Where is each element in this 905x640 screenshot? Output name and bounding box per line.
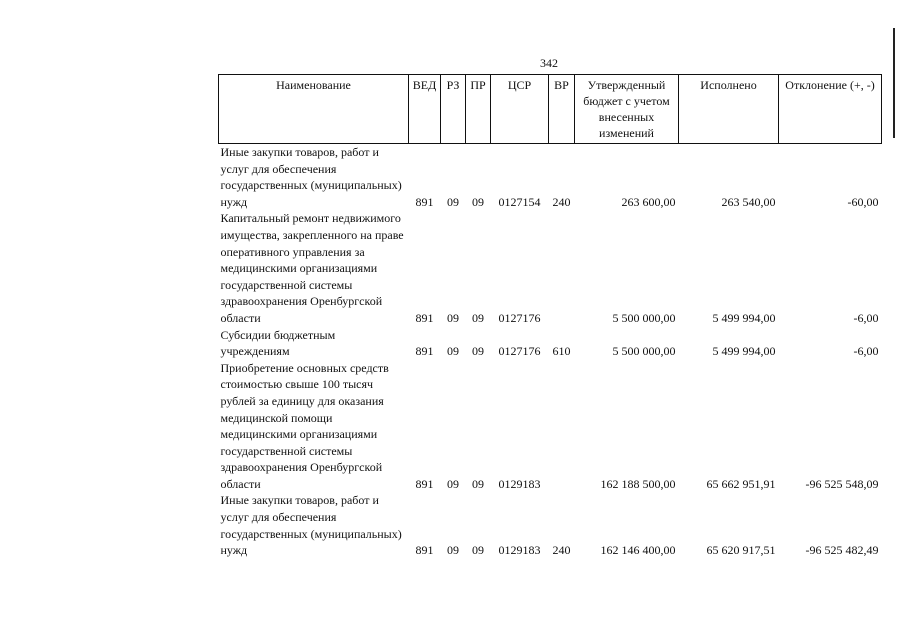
row-ved: 891: [415, 310, 434, 325]
row-executed: 65 620 917,51: [706, 543, 776, 558]
row-approved: 5 500 000,00: [612, 344, 676, 359]
row-ved: 891: [415, 194, 434, 209]
row-approved: 162 146 400,00: [600, 543, 676, 558]
header-pr: ПР: [466, 75, 491, 144]
row-executed: 263 540,00: [721, 194, 776, 209]
row-approved: 162 188 500,00: [600, 476, 676, 491]
header-rz: РЗ: [441, 75, 466, 144]
table-row: [219, 210, 882, 326]
row-vr: 610: [552, 344, 571, 359]
row-vr: 240: [552, 194, 571, 209]
header-ved: ВЕД: [409, 75, 441, 144]
header-name: Наименование: [219, 75, 409, 144]
row-deviation: -6,00: [853, 310, 879, 325]
row-csr: 0129183: [498, 543, 541, 558]
row-csr: 0127176: [498, 310, 541, 325]
row-approved: 263 600,00: [621, 194, 676, 209]
row-executed: 5 499 994,00: [712, 310, 776, 325]
row-ved: 891: [415, 543, 434, 558]
row-name: Иные закупки товаров, работ и услуг для обеспечения государственных (муниципальных) нужд: [220, 145, 402, 209]
table-header-row: [219, 75, 882, 144]
row-vr: 240: [552, 543, 571, 558]
table-row: [219, 327, 882, 360]
row-deviation: -96 525 548,09: [805, 476, 879, 491]
row-name: Иные закупки товаров, работ и услуг для обеспечения государственных (муниципальных) нужд: [220, 493, 402, 558]
row-vr: [549, 210, 575, 326]
row-rz: 09: [447, 344, 459, 359]
row-rz: 09: [447, 194, 459, 209]
row-pr: 09: [472, 344, 484, 359]
row-csr: 0129183: [498, 476, 541, 491]
table-row: [219, 360, 882, 493]
row-deviation: -96 525 482,49: [805, 543, 879, 558]
row-deviation: -6,00: [853, 344, 879, 359]
row-ved: 891: [415, 476, 434, 491]
row-approved: 5 500 000,00: [612, 310, 676, 325]
header-approved: Утвержденный бюджет с учетом внесенных изменений: [575, 75, 679, 144]
scan-edge-line: [893, 28, 895, 138]
row-executed: 65 662 951,91: [706, 476, 776, 491]
row-pr: 09: [472, 194, 484, 209]
row-ved: 891: [415, 344, 434, 359]
budget-table: [218, 74, 882, 559]
row-pr: 09: [472, 310, 484, 325]
header-deviation: Отклонение (+, -): [779, 75, 882, 144]
table-row: [219, 144, 882, 211]
row-name: Капитальный ремонт недвижимого имущества, закрепленного на праве оперативного управления за медицинскими организациями государственной системы здравоохранения Оренбургской области: [220, 211, 404, 325]
row-name: Приобретение основных средств стоимостью свыше 100 тысяч рублей за единицу для оказания медицинской помощи медицинскими организациями государственной системы здравоохранения Оренбургской области: [220, 360, 389, 491]
row-csr: 0127154: [498, 194, 541, 209]
header-executed: Исполнено: [679, 75, 779, 144]
row-rz: 09: [447, 476, 459, 491]
row-pr: 09: [472, 476, 484, 491]
header-csr: ЦСР: [491, 75, 549, 144]
row-vr: [549, 360, 575, 493]
row-csr: 0127176: [498, 344, 541, 359]
row-executed: 5 499 994,00: [712, 344, 776, 359]
header-vr: ВР: [549, 75, 575, 144]
row-name: Субсидии бюджетным учреждениям: [220, 327, 336, 359]
row-rz: 09: [447, 543, 459, 558]
row-deviation: -60,00: [847, 194, 879, 209]
page-number: 342: [540, 56, 558, 70]
row-pr: 09: [472, 543, 484, 558]
row-rz: 09: [447, 310, 459, 325]
table-row: [219, 492, 882, 558]
